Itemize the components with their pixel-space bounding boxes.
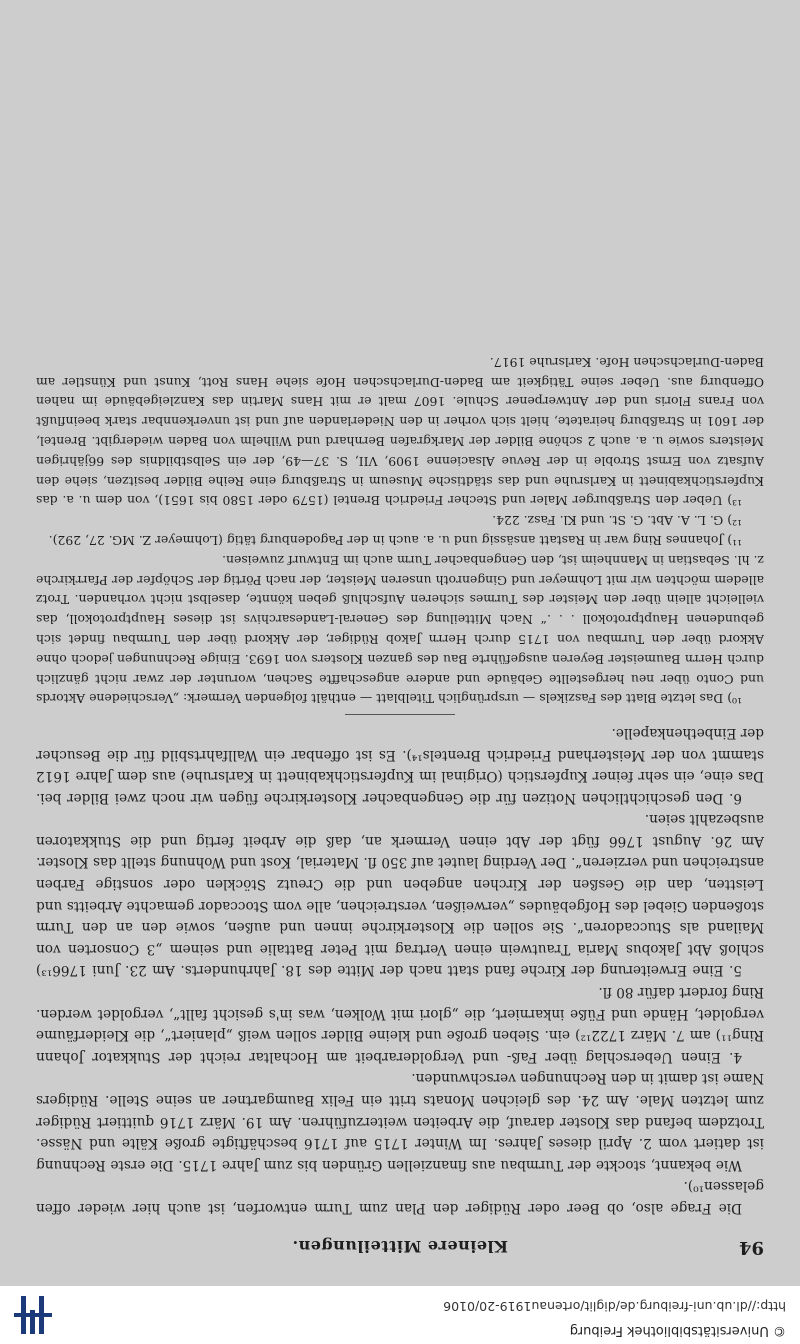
library-banner	[0, 1286, 800, 1344]
document-url[interactable]: http://dl.ub.uni-freiburg.de/diglit/ortenau1919-20/0106	[443, 1299, 786, 1314]
footnote: ¹⁰) Das letzte Blatt des Faszikels — ursprünglich Titelblatt — enthält folgenden Vermerk: „Verschiedene Aktords und Conto über neu hergestellte Gebäude und andere angeschaffte Sachen, worunter der zwar nicht gänzlich durch Herrn Baumeister Beyeren ausgeführte Bau des ganzen Klosters von 1693. Einige Rechnungen jedoch ohne Akkord über den Turmbau von 1715 durch Herrn Jakob Rüdiger, der Akkord über den Turmbau findet sich gebundenen Hauptprotokoll . . .“ Nach Mitteilung des General-Landesarchivs ist dieses Hauptprotokoll, das vielleicht allein über den Meister des Turmes sicheren Aufschluß geben könnte, daselbst nicht vorhanden. Trotz alledem möchten wir mit Lohmeyer und Gingenroth unseren Meister, der nach Pörtig der Schöpfer der Pfarrkirche z. hl. Sebastian in Mannheim ist, den Gengenbacher Turm auch im Entwurf zuweisen.	[36, 552, 764, 707]
paragraph: 5. Eine Erweiterung der Kirche fand statt nach der Mitte des 18. Jahrhunderts. Am 23. Juni 1766¹³) schloß Abt Jakobus Maria Trautwein einen Vertrag mit Peter Battalie und seinem „3 Consorten von Mailand als Stuccadoren“. Sie sollen die Klosterkirche innen und außen, sowie den an den Turm stoßenden Giebel des Hofgebäudes „verweißen, verstreichen, alle vom Stoccador gemachte Arbeitts und Leistten, dan die Gesßen der Kirchen angeben und die Creutz Stöcklen oder sonstige Farben anstreichen und verzieren“. Der Verding lautet auf 350 fl. Material, Kost und Wohnung stellt das Kloster. Am 26. August 1766 fügt der Abt einen Vermerk an, daß die Arbeit fertig und die Stukkatoren ausbezahlt seien.	[36, 811, 764, 979]
footnote: ¹¹) Johannes Ring war in Rastatt ansässig und u. a. auch in der Pagodenburg tätig (Lohmeyer Z. MG. 27, 292).	[48, 532, 742, 548]
footnote-divider	[345, 714, 455, 715]
running-title: Kleinere Mitteilungen.	[292, 1237, 508, 1256]
paragraph: 4. Einen Ueberschlag über Faß- und Vergolderarbeit am Hochaltar reicht der Stukkator Johann Ring¹¹) am 7. März 1722¹²) ein. Sieben große und kleine Bilder sollen weiß „planiert“, die Kleiderfäume vergoldet, Hände und Füße inkarniert, die „glori mit Wolken, was in's gesicht fallt“, vergoldet werden. Ring fordert dafür 80 fl.	[36, 984, 764, 1065]
page-header	[36, 1230, 764, 1258]
footnote: ¹³) Ueber den Straßburger Maler und Stecher Friedrich Brentel (1579 oder 1580 bis 1651), von dem u. a. das Kupferstichkabinett in Karlsruhe und das städtische Museum in Straßburg eine Reihe Bilder besitzen, siehe den Aufsatz von Ernst Stroble in der Revue Alsacienne 1909, VII, S. 37—49, der ein Selbstbildnis des 66jährigen Meisters sowie u. a. auch 2 schöne Bilder der Markgrafen Bernhard und Wilhelm von Baden wiedergibt. Brentel, der 1601 in Straßburg heiratete, hielt sich vorher in den Niederlanden auf und ist unverkennbar stark beeinflußt von Frans Floris und der Antwerpener Schule. 1607 malt er mit Hans Martin das Kanzleigebäude im nahen Offenburg aus. Ueber seine Tätigkeit am Baden-Durlachschen Hofe siehe Hans Rott, Kunst und Künstler am Baden-Durlachschen Hofe. Karlsruhe 1917.	[36, 354, 764, 509]
paragraph: 6. Den geschichtlichen Notizen für die Gengenbacher Klosterkirche fügen wir noch zwei Bilder bei. Das eine, ein sehr feiner Kupferstich (Original im Kupferstichkabinett in Karlsruhe) aus dem Jahre 1612 stammt von der Meisterhand Friedrich Brentels¹⁴). Es ist offenbar ein Wallfahrtsbild für die Besucher der Einbethenkapelle.	[36, 724, 764, 806]
footnote: ¹²) G. L. A. Abt. G. St. und Kl. Fasz. 224.	[492, 513, 742, 529]
page-body	[36, 352, 764, 1218]
university-logo-icon	[14, 1296, 52, 1334]
paragraph: Die Frage also, ob Beer oder Rüdiger den Plan zum Turm entworfen, ist auch hier wieder offen gelassen¹⁰).	[36, 1178, 764, 1216]
page-number: 94	[738, 1237, 764, 1258]
library-credit: © Universitätsbibliothek Freiburg	[569, 1323, 786, 1338]
paragraph: Wie bekannt, stockte der Turmbau aus finanziellen Gründen bis zum Jahre 1715. Die erste Rechnung ist datiert vom 2. April dieses Jahres. Im Winter 1715 auf 1716 beschäftigte große Kälte und Nässe. Trotzdem befand das Kloster darauf, die Arbeiten weiterzuführen. Am 19. März 1716 quittiert Rüdiger zum letzten Male. Am 24. des gleichen Monats tritt ein Felix Baumgartner an seine Stelle. Rüdigers Name ist damit in den Rechnungen verschwunden.	[36, 1070, 764, 1173]
